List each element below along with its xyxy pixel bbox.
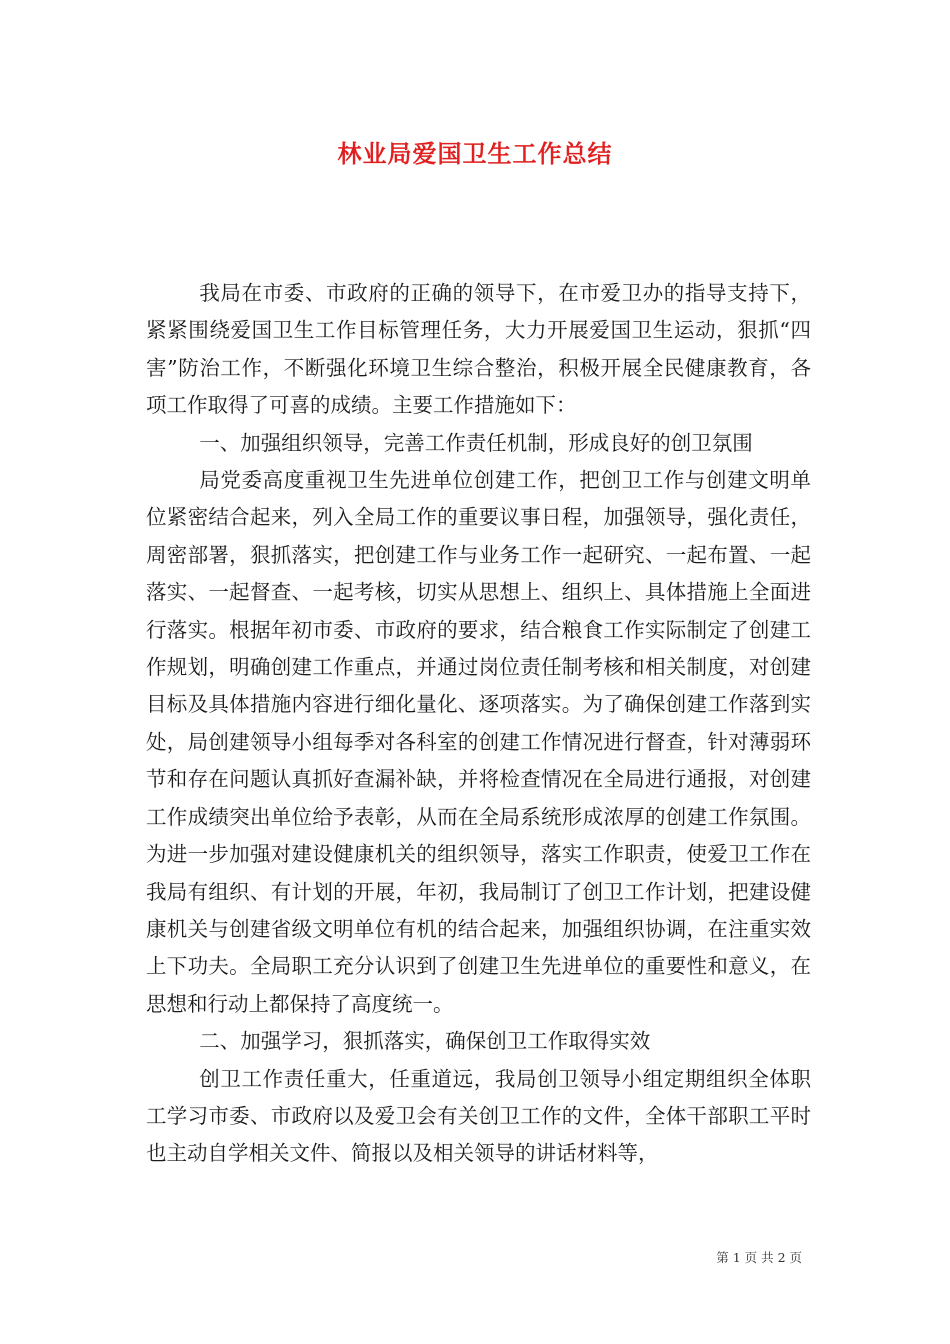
section-paragraph-1: 局党委高度重视卫生先进单位创建工作，把创卫工作与创建文明单位紧密结合起来，列入全局工作的重要议事日程，加强领导，强化责任，周密部署，狠抓落实，把创建工作与业务工作一起研究、一起布置、一起落实、一起督查、一起考核，切实从思想上、组织上、具体措施上全面进行落实。根据年初市委、市政府的要求，结合粮食工作实际制定了创建工作规划，明确创建工作重点，并通过岗位责任制考核和相关制度，对创建目标及具体措施内容进行细化量化、逐项落实。为了确保创建工作落到实处，局创建领导小组每季对各科室的创建工作情况进行督查，针对薄弱环节和存在问题认真抓好查漏补缺，并将检查情况在全局进行通报，对创建工作成绩突出单位给予表彰，从而在全局系统形成浓厚的创建工作氛围。为进一步加强对建设健康机关的组织领导，落实工作职责，使爱卫工作在我局有组织、有计划的开展，年初，我局制订了创卫工作计划，把建设健康机关与创建省级文明单位有机的结合起来，加强组织协调，在注重实效上下功夫。全局职工充分认识到了创建卫生先进单位的重要性和意义，在思想和行动上都保持了高度统一。: [146, 468, 811, 1016]
document-title: 林业局爱国卫生工作总结: [337, 139, 613, 168]
section-paragraph-2: 创卫工作责任重大，任重道远，我局创卫领导小组定期组织全体职工学习市委、市政府以及爱卫会有关创卫工作的文件，全体干部职工平时也主动自学相关文件、简报以及相关领导的讲话材料等，: [146, 1066, 811, 1166]
page-number-footer: 第 1 页 共 2 页: [716, 1250, 802, 1265]
document-body: [146, 275, 811, 1173]
section-heading-1: 一、加强组织领导，完善工作责任机制，形成良好的创卫氛围: [199, 430, 753, 455]
section-heading-2: 二、加强学习，狠抓落实，确保创卫工作取得实效: [199, 1029, 651, 1054]
intro-paragraph: 我局在市委、市政府的正确的领导下，在市爱卫办的指导支持下，紧紧围绕爱国卫生工作目标管理任务，大力开展爱国卫生运动，狠抓“四害”防治工作，不断强化环境卫生综合整治，积极开展全民健康教育，各项工作取得了可喜的成绩。主要工作措施如下：: [146, 281, 811, 418]
